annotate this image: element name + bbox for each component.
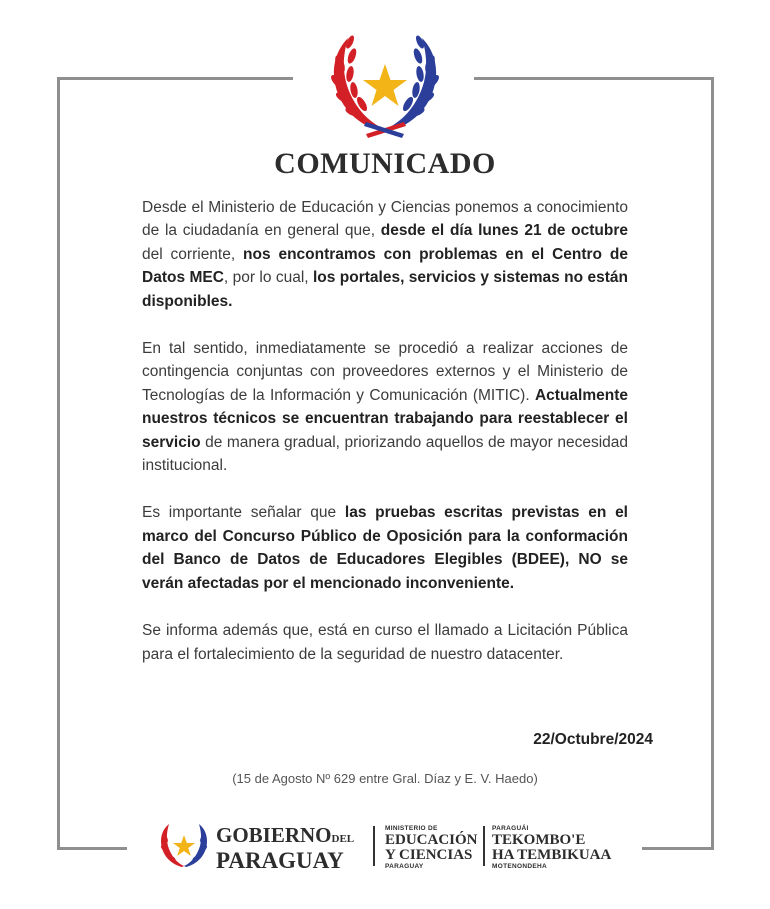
gobierno-del: DEL [331, 833, 355, 845]
mec-small-top: MINISTERIO DE [385, 825, 438, 832]
address: (15 de Agosto Nº 629 entre Gral. Díaz y E. V. Haedo) [232, 771, 538, 786]
footer-divider [483, 826, 485, 866]
text: Se informa además que, está en curso el llamado a Licitación Pública para el fortalecimiento de la seguridad de nuestro datacenter. [142, 622, 628, 663]
frame-bottom-left [57, 847, 127, 850]
tek-line2: HA TEMBIKUAA [492, 847, 612, 863]
text: En tal sentido, inmediatamente se procedió a realizar acciones de contingencia conjuntas con proveedores externos y el Ministerio de Tecnologías de la Información y Comunicación (MITIC). [142, 340, 628, 404]
tek-line1: TEKOMBO'E [492, 832, 586, 848]
communique-date: 22/Octubre/2024 [533, 731, 653, 748]
footer-divider [373, 826, 375, 866]
paragraph [142, 337, 628, 477]
text: de manera gradual, priorizando aquellos de mayor necesidad institucional. [142, 433, 628, 475]
laurel-star-emblem-icon [326, 34, 444, 138]
gobierno-line2: PARAGUAY [216, 848, 344, 873]
bold-text: desde el día lunes 21 de octubre [380, 222, 628, 240]
frame-left [57, 77, 60, 850]
tek-small-top: PARAGUÁI [492, 825, 529, 832]
bold-text: las pruebas escritas previstas en el marco del Concurso Público de Oposición para la conformación del Banco de Datos de Educadores Elegibles (BDEE), NO se verán afectadas por el mencionado inconveniente. [142, 504, 628, 592]
mec-line2: Y CIENCIAS [385, 847, 473, 863]
tek-small-bottom: MOTENONDEHA [492, 863, 547, 870]
text: Desde el Ministerio de Educación y Ciencias ponemos a conocimiento de la ciudadanía en general que, [142, 199, 628, 240]
communique-body [142, 196, 628, 690]
text: , por lo cual, [223, 269, 313, 287]
paragraph [142, 196, 628, 313]
paragraph [142, 619, 628, 666]
mec-wordmark [385, 825, 478, 871]
frame-right [711, 77, 714, 850]
bold-text: los portales, servicios y sistemas no están disponibles. [142, 269, 628, 310]
bold-text: Actualmente nuestros técnicos se encuentran trabajando para reestablecer el servicio [142, 386, 628, 451]
frame-top-right [474, 77, 714, 80]
tekomboe-wordmark [492, 825, 611, 871]
bold-text: nos encontramos con problemas en el Centro de Datos MEC [142, 245, 628, 287]
mec-small-bottom: PARAGUAY [385, 863, 424, 870]
gobierno-line1: GOBIERNO [216, 823, 332, 847]
footer-logos [158, 822, 618, 872]
gobierno-emblem-icon [158, 822, 210, 870]
text: Es importante señalar que [142, 504, 345, 522]
frame-top-left [57, 77, 293, 80]
mec-line1: EDUCACIÓN [385, 832, 478, 848]
gobierno-wordmark [216, 824, 354, 872]
text: del corriente, [142, 245, 244, 263]
frame-bottom-right [642, 847, 714, 850]
paragraph [142, 501, 628, 595]
page-title: COMUNICADO [274, 147, 496, 180]
